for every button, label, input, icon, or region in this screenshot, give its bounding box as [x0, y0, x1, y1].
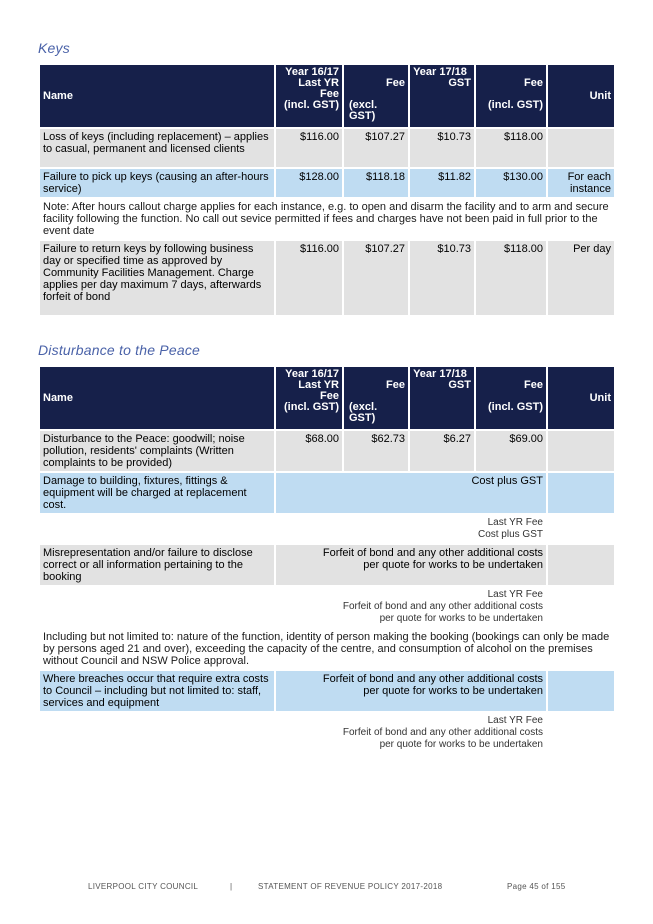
header-year-1718-label: Year 17/18: [413, 368, 467, 380]
disturbance-note: Including but not limited to: nature of the function, identity of person making the booking (bookings can only be made by persons aged 21 and over), exceeding the capacity of the centre, and consumption of alcohol on the premises without Council and NSW Police approval.: [40, 629, 614, 669]
row-fee: Cost plus GST: [276, 473, 546, 513]
header-year-1617-label: Year 16/17: [285, 66, 339, 78]
header-gst-label: GST: [448, 379, 471, 391]
header-excl-line2: GST): [349, 412, 376, 424]
last-yr-value: Cost plus GST: [477, 529, 543, 540]
table-row: [40, 671, 614, 711]
last-yr-fee: [276, 713, 546, 753]
row-name: Loss of keys (including replacement) – applies to casual, permanent and licensed clients: [40, 129, 274, 167]
keys-fee-table: [38, 63, 616, 317]
row-unit: [548, 545, 614, 585]
row-unit: [548, 431, 614, 471]
row-unit: [548, 671, 614, 711]
row-fee-incl: $69.00: [476, 431, 546, 471]
table-row: [40, 545, 614, 585]
last-yr-line1: Forfeit of bond and any other additional costs: [342, 727, 543, 738]
last-yr-fee: [276, 587, 546, 627]
row-fee-line1: Forfeit of bond and any other additional costs: [322, 547, 543, 559]
note-row: [40, 199, 614, 239]
header-year-1617: [276, 367, 342, 429]
header-name: Name: [40, 65, 274, 127]
last-yr-line2: per quote for works to be undertaken: [379, 739, 543, 750]
row-fee-incl: $118.00: [476, 241, 546, 315]
row-last-fee: $128.00: [276, 169, 342, 197]
row-gst: $10.73: [410, 241, 474, 315]
disturbance-header-row: [40, 367, 614, 429]
header-fee-incl-label: Fee: [524, 77, 543, 89]
header-incl-gst: (incl. GST): [284, 99, 339, 111]
header-gst: [410, 65, 474, 127]
row-fee-line1: Forfeit of bond and any other additional costs: [322, 673, 543, 685]
header-incl-label: (incl. GST): [488, 401, 543, 413]
header-fee-excl-label: Fee: [386, 379, 405, 391]
row-name: Damage to building, fixtures, fittings & equipment will be charged at replacement cost.: [40, 473, 274, 513]
row-name: Failure to return keys by following business day or specified time as approved by Community Facilities Management. Charge applies per day maximum 7 days, afterwards forfeit of bond: [40, 241, 274, 315]
header-fee-incl-label: Fee: [524, 379, 543, 391]
header-year-1617-label: Year 16/17: [285, 368, 339, 380]
header-excl-line2: GST): [349, 110, 376, 122]
row-unit: Per day: [548, 241, 614, 315]
disturbance-fee-table: [38, 365, 616, 755]
header-fee-excl-label: Fee: [386, 77, 405, 89]
row-gst: $11.82: [410, 169, 474, 197]
row-gst: $6.27: [410, 431, 474, 471]
keys-note: Note: After hours callout charge applies for each instance, e.g. to open and disarm the facility and to arm and secure facility following the function. No call out sevice permitted if fees and charges have not been paid in full prior to the event date: [40, 199, 614, 239]
header-last-yr: Last YR: [298, 77, 339, 89]
row-fee-excl: $107.27: [344, 241, 408, 315]
row-fee-line2: per quote for works to be undertaken: [363, 685, 543, 697]
section-title-disturbance: Disturbance to the Peace: [38, 342, 201, 358]
header-gst-label: GST: [448, 77, 471, 89]
row-unit: [548, 129, 614, 167]
header-fee: Fee: [320, 390, 339, 402]
table-row: [40, 431, 614, 471]
last-yr-fee: [276, 515, 546, 543]
row-fee-excl: $118.18: [344, 169, 408, 197]
header-unit: Unit: [548, 367, 614, 429]
header-unit: Unit: [548, 65, 614, 127]
row-fee-incl: $130.00: [476, 169, 546, 197]
header-incl-gst: (incl. GST): [284, 401, 339, 413]
footer-page-number: Page 45 of 155: [507, 882, 566, 891]
row-fee: [276, 545, 546, 585]
last-yr-label: Last YR Fee: [487, 715, 543, 726]
table-row: [40, 129, 614, 167]
row-name: Disturbance to the Peace: goodwill; noise pollution, residents' complaints (Written complaints to be provided): [40, 431, 274, 471]
table-row: [40, 473, 614, 513]
header-name: Name: [40, 367, 274, 429]
last-yr-row: [40, 587, 614, 627]
last-yr-line2: per quote for works to be undertaken: [379, 613, 543, 624]
section-title-keys: Keys: [38, 40, 70, 56]
row-unit: For each instance: [548, 169, 614, 197]
table-row: [40, 169, 614, 197]
table-row: [40, 241, 614, 315]
row-fee: [276, 671, 546, 711]
row-fee-incl: $118.00: [476, 129, 546, 167]
header-fee: Fee: [320, 88, 339, 100]
row-name: Failure to pick up keys (causing an after-hours service): [40, 169, 274, 197]
row-name: Misrepresentation and/or failure to disclose correct or all information pertaining to the booking: [40, 545, 274, 585]
row-last-fee: $68.00: [276, 431, 342, 471]
row-last-fee: $116.00: [276, 129, 342, 167]
footer-council: LIVERPOOL CITY COUNCIL: [88, 882, 199, 891]
header-excl-line1: (excl.: [349, 401, 378, 413]
last-yr-line1: Forfeit of bond and any other additional costs: [342, 601, 543, 612]
header-year-1617: [276, 65, 342, 127]
row-name: Where breaches occur that require extra costs to Council – including but not limited to: staff, services and equipment: [40, 671, 274, 711]
header-excl-line1: (excl.: [349, 99, 378, 111]
keys-header-row: [40, 65, 614, 127]
header-last-yr: Last YR: [298, 379, 339, 391]
footer-separator: |: [230, 882, 233, 891]
footer-statement: STATEMENT OF REVENUE POLICY 2017-2018: [258, 882, 443, 891]
header-year-1718-label: Year 17/18: [413, 66, 467, 78]
last-yr-row: [40, 515, 614, 543]
row-fee-excl: $107.27: [344, 129, 408, 167]
row-fee-excl: $62.73: [344, 431, 408, 471]
note-row: [40, 629, 614, 669]
last-yr-label: Last YR Fee: [487, 589, 543, 600]
row-unit: [548, 473, 614, 513]
row-gst: $10.73: [410, 129, 474, 167]
last-yr-label: Last YR Fee: [487, 517, 543, 528]
header-incl-label: (incl. GST): [488, 99, 543, 111]
row-last-fee: $116.00: [276, 241, 342, 315]
row-fee-line2: per quote for works to be undertaken: [363, 559, 543, 571]
last-yr-row: [40, 713, 614, 753]
header-gst: [410, 367, 474, 429]
